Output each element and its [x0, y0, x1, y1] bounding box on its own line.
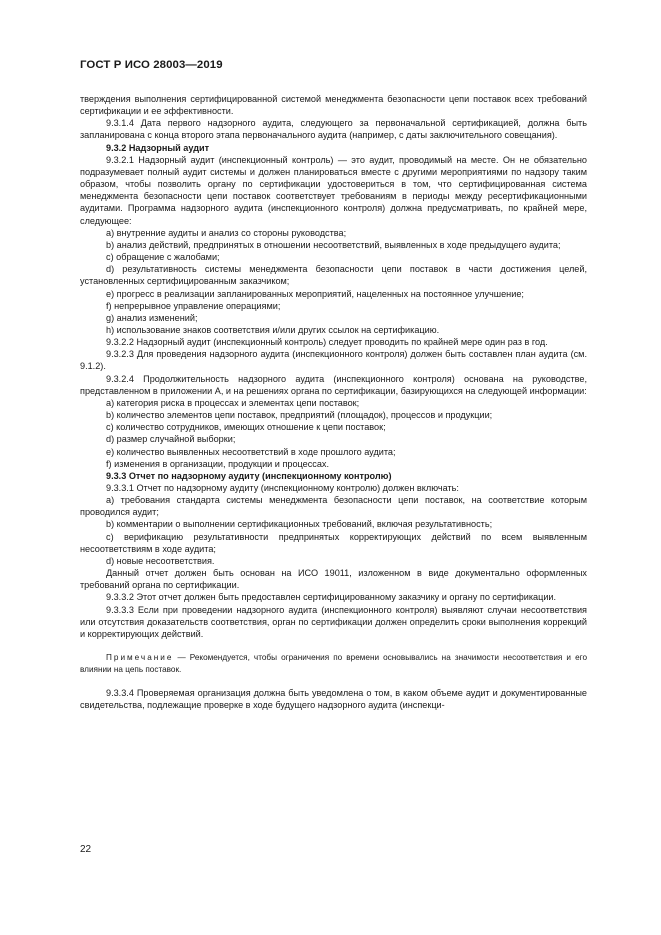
- section-heading: 9.3.3 Отчет по надзорному аудиту (инспекционному контролю): [106, 470, 392, 481]
- paragraph: 9.3.3.4 Проверяемая организация должна быть уведомлена о том, в каком объеме аудит и документированные свидетельства, подлежащие проверке в ходе будущего надзорного аудита (инспекци-: [80, 688, 587, 711]
- paragraph: c) обращение с жалобами;: [106, 252, 220, 263]
- paragraph: 9.3.2.4 Продолжительность надзорного аудита (инспекционного контроля) основана на руководстве, представленном в приложении А, и на решениях органа по сертификации, базирующихся на следующей информации:: [80, 373, 587, 396]
- paragraph: 9.3.1.4 Дата первого надзорного аудита, следующего за первоначальной сертификацией, должна быть запланирована с конца второго этапа первоначального аудита (например, с даты заключительного совещания).: [80, 118, 587, 141]
- note: [80, 652, 587, 675]
- paragraph: b) комментарии о выполнении сертификационных требований, включая результативность;: [106, 519, 493, 530]
- paragraph: Данный отчет должен быть основан на ИСО 19011, изложенном в виде документально оформленных требований органа по сертификации.: [80, 568, 587, 591]
- paragraph: d) результативность системы менеджмента безопасности цепи поставок в части достижения целей, установленных сертифицированным заказчиком;: [80, 264, 587, 287]
- paragraph: 9.3.2.2 Надзорный аудит (инспекционный контроль) следует проводить по крайней мере один раз в год.: [106, 337, 548, 348]
- paragraph: b) анализ действий, предпринятых в отношении несоответствий, выявленных в ходе предыдущего аудита;: [106, 239, 561, 250]
- paragraph: b) количество элементов цепи поставок, предприятий (площадок), процессов и продукции;: [106, 410, 493, 421]
- paragraph: 9.3.2.1 Надзорный аудит (инспекционный контроль) — это аудит, проводимый на месте. Он не обязательно подразумевает полный аудит системы и должен планироваться вместе с другими мероприятиями по надзору таким образом, чтобы позволить органу по сертификации удостовериться в том, что сертифицированная система менеджмента безопасности цепи поставок соответствует требованиям в периоды между ресертификационными аудитами. Программа надзорного аудита (инспекционного контроля) должна предусматривать, по крайней мере, следующее:: [80, 154, 587, 226]
- paragraph: 9.3.3.2 Этот отчет должен быть предоставлен сертифицированному заказчику и органу по сертификации.: [106, 592, 557, 603]
- paragraph: d) новые несоответствия.: [106, 555, 215, 566]
- note-label: Примечание: [106, 653, 174, 663]
- paragraph: e) прогресс в реализации запланированных мероприятий, нацеленных на постоянное улучшение;: [106, 288, 524, 299]
- paragraph: c) верификацию результативности предпринятых корректирующих действий по всем выявленным несоответствиям в ходе аудита;: [80, 531, 587, 554]
- paragraph: 9.3.2.3 Для проведения надзорного аудита (инспекционного контроля) должен быть составлен план аудита (см. 9.1.2).: [80, 349, 587, 372]
- paragraph: a) внутренние аудиты и анализ со стороны руководства;: [106, 227, 347, 238]
- paragraph: d) размер случайной выборки;: [106, 434, 236, 445]
- paragraph: f) непрерывное управление операциями;: [106, 300, 281, 311]
- paragraph: e) количество выявленных несоответствий в ходе прошлого аудита;: [106, 446, 396, 457]
- paragraph: a) категория риска в процессах и элементах цепи поставок;: [106, 397, 360, 408]
- paragraph: c) количество сотрудников, имеющих отношение к цепи поставок;: [106, 422, 386, 433]
- note-text: — Рекомендуется, чтобы ограничения по времени основывались на значимости несоответствия и его влиянии на цепь поставок.: [80, 653, 587, 674]
- paragraph: 9.3.3.1 Отчет по надзорному аудиту (инспекционному контролю) должен включать:: [106, 483, 459, 493]
- paragraph: h) использование знаков соответствия и/или других ссылок на сертификацию.: [106, 324, 440, 335]
- section-heading: 9.3.2 Надзорный аудит: [106, 142, 210, 153]
- page-number: 22: [80, 844, 92, 855]
- paragraph: 9.3.3.3 Если при проведении надзорного аудита (инспекционного контроля) выявляют случаи несоответствия или отсутствия доказательств соответствия, орган по сертификации должен определить сроки выполнения коррекций и корректирующих действий.: [80, 604, 587, 639]
- paragraph: тверждения выполнения сертифицированной системой менеджмента безопасности цепи поставок всех требований сертификации и ее эффективности.: [80, 94, 587, 117]
- document-header: ГОСТ Р ИСО 28003—2019: [80, 59, 223, 71]
- paragraph: f) изменения в организации, продукции и процессах.: [106, 458, 330, 469]
- document-body: [80, 93, 587, 711]
- paragraph: a) требования стандарта системы менеджмента безопасности цепи поставок, на соответствие которым проводился аудит;: [80, 495, 587, 518]
- paragraph: g) анализ изменений;: [106, 312, 198, 323]
